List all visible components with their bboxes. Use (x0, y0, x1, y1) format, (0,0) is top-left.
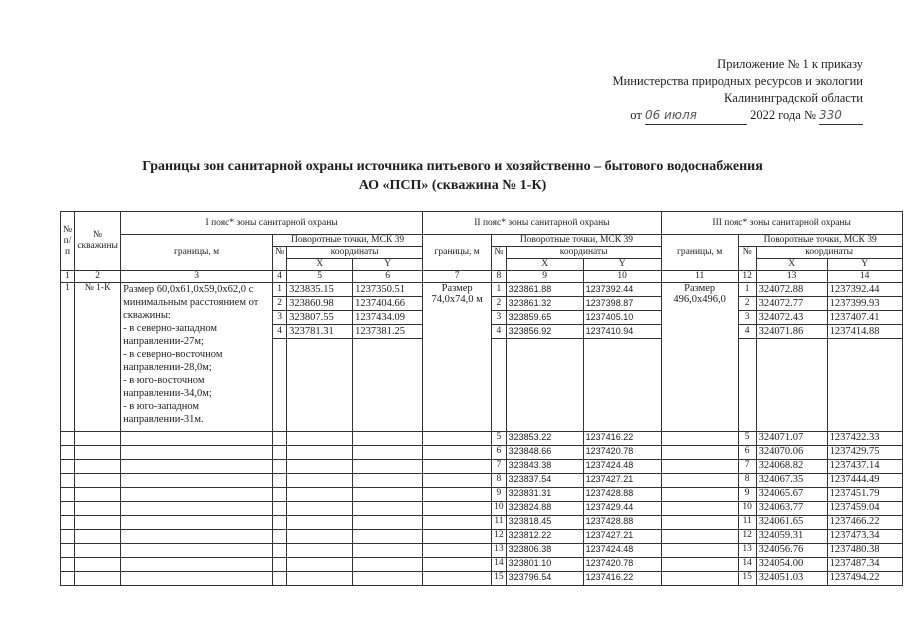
empty-cell (423, 544, 492, 558)
zone2-point-y: 1237420.78 (583, 558, 661, 572)
empty-cell (353, 488, 423, 502)
empty-cell (273, 516, 287, 530)
zone3-point-y: 1237414.88 (828, 325, 902, 339)
zone3-points-y-col (827, 283, 902, 432)
year-text: 2022 года № (750, 108, 816, 122)
zone1-point-x: 323835.15 (287, 283, 352, 297)
zone2-point-n: 3 (492, 311, 506, 325)
zone3-point-n: 2 (739, 297, 756, 311)
zone3-point-no: 11 (738, 516, 756, 530)
zone2-point-y: 1237429.44 (583, 502, 661, 516)
zone2-point-y: 1237410.94 (584, 325, 661, 339)
handwritten-date: 06 июля (645, 107, 747, 125)
zone2-point-y: 1237424.48 (583, 544, 661, 558)
table-row (61, 572, 903, 586)
zone2-point-x: 323818.45 (506, 516, 583, 530)
zone2-point-y: 1237427.21 (583, 530, 661, 544)
column-number-cell: 3 (121, 271, 273, 283)
column-number-cell: 7 (423, 271, 492, 283)
empty-cell (661, 530, 738, 544)
zone1-header: I пояс* зоны санитарной охраны (121, 212, 423, 235)
empty-cell (61, 544, 75, 558)
zone3-coords-header: координаты (756, 247, 902, 259)
zone3-point-x: 324068.82 (756, 460, 827, 474)
empty-cell (75, 544, 121, 558)
zone2-point-x: 323801.10 (506, 558, 583, 572)
zone2-header: II пояс* зоны санитарной охраны (423, 212, 662, 235)
zone2-point-x: 323853.22 (506, 432, 583, 446)
empty-cell (75, 460, 121, 474)
zone3-point-y: 1237392.44 (828, 283, 902, 297)
empty-cell (75, 432, 121, 446)
table-row (61, 558, 903, 572)
zone3-point-no: 12 (738, 530, 756, 544)
header-line-1: Приложение № 1 к приказу (717, 57, 863, 71)
zone2-point-no: 6 (492, 446, 507, 460)
empty-cell (353, 544, 423, 558)
zone2-point-y: 1237392.44 (584, 283, 661, 297)
empty-cell (75, 558, 121, 572)
empty-cell (661, 572, 738, 586)
empty-cell (287, 530, 353, 544)
table-row (61, 446, 903, 460)
table-row (61, 544, 903, 558)
zone2-point-x: 323848.66 (506, 446, 583, 460)
zone1-coords-header: координаты (287, 247, 423, 259)
empty-cell (121, 432, 273, 446)
zone2-points-n-col (492, 283, 507, 432)
zone1-point-n: 2 (273, 297, 286, 311)
empty-cell (353, 460, 423, 474)
column-number-cell: 6 (353, 271, 423, 283)
column-number-cell: 11 (661, 271, 738, 283)
zone3-point-y: 1237480.38 (827, 544, 902, 558)
column-number-cell: 12 (738, 271, 756, 283)
zone3-point-x: 324067.35 (756, 474, 827, 488)
well-row (61, 283, 903, 432)
empty-cell (661, 502, 738, 516)
empty-cell (61, 516, 75, 530)
zone2-point-no: 15 (492, 572, 507, 586)
empty-cell (661, 446, 738, 460)
empty-cell (287, 502, 353, 516)
empty-cell (273, 544, 287, 558)
zone3-point-x: 324071.07 (756, 432, 827, 446)
empty-cell (287, 572, 353, 586)
zone1-description: Размер 60,0х61,0х59,0х62,0 с минимальным расстоянием от скважины: - в северно-западном направлении-27м; - в северно-восточном направлении-28,0м; - в юго-восточном направлении-34,0м; - в юго-западном направлении-31м. (121, 283, 273, 432)
col-well-header: № скважины (75, 212, 121, 271)
title-line-2: АО «ПСП» (скважина № 1-К) (358, 178, 547, 193)
zone2-point-x: 323861.88 (507, 283, 583, 297)
empty-cell (661, 516, 738, 530)
zone3-point-y: 1237429.75 (827, 446, 902, 460)
zone2-point-x: 323843.38 (506, 460, 583, 474)
zone1-point-x: 323781.31 (287, 325, 352, 339)
zone2-point-x: 323859.65 (507, 311, 583, 325)
empty-cell (353, 558, 423, 572)
zone3-point-y: 1237407.41 (828, 311, 902, 325)
empty-cell (353, 446, 423, 460)
zone2-point-no: 14 (492, 558, 507, 572)
empty-cell (273, 460, 287, 474)
zone1-points-x-col (287, 283, 353, 432)
empty-cell (423, 446, 492, 460)
zone3-point-no: 9 (738, 488, 756, 502)
zone3-point-x: 324051.03 (756, 572, 827, 586)
zone1-point-n: 3 (273, 311, 286, 325)
title-line-1: Границы зон санитарной охраны источника питьевого и хозяйственно – бытового водоснабжения (142, 159, 763, 174)
zone3-point-y: 1237399.93 (828, 297, 902, 311)
empty-cell (287, 460, 353, 474)
zone2-points-x-col (506, 283, 583, 432)
zone3-point-y: 1237487.34 (827, 558, 902, 572)
table-row (61, 432, 903, 446)
zone3-point-y: 1237437.14 (827, 460, 902, 474)
zone2-point-y: 1237428.88 (583, 516, 661, 530)
empty-cell (61, 572, 75, 586)
document-title (0, 157, 905, 195)
empty-cell (61, 488, 75, 502)
empty-cell (661, 558, 738, 572)
zone3-point-no: 14 (738, 558, 756, 572)
empty-cell (121, 530, 273, 544)
zone3-point-no: 15 (738, 572, 756, 586)
empty-cell (121, 460, 273, 474)
zone1-y-header: Y (353, 259, 423, 271)
zone3-point-n: 1 (739, 283, 756, 297)
document-header (612, 56, 863, 125)
empty-cell (61, 460, 75, 474)
zone3-point-x: 324061.65 (756, 516, 827, 530)
zone3-point-y: 1237444.49 (827, 474, 902, 488)
zone3-point-x: 324070.06 (756, 446, 827, 460)
zone1-points-y-col (353, 283, 423, 432)
table-row (61, 516, 903, 530)
well-number: № 1-К (75, 283, 121, 432)
zone1-point-y: 1237350.51 (353, 283, 422, 297)
zone1-point-x: 323807.55 (287, 311, 352, 325)
zone2-point-n: 1 (492, 283, 506, 297)
zone2-point-x: 323812.22 (506, 530, 583, 544)
empty-cell (273, 502, 287, 516)
zone2-point-y: 1237427.21 (583, 474, 661, 488)
empty-cell (423, 572, 492, 586)
empty-cell (287, 432, 353, 446)
empty-cell (353, 572, 423, 586)
zone2-point-no: 5 (492, 432, 507, 446)
zone3-point-n: 4 (739, 325, 756, 339)
column-number-cell: 10 (583, 271, 661, 283)
empty-cell (121, 516, 273, 530)
column-number-cell: 1 (61, 271, 75, 283)
zone2-point-x: 323861.32 (507, 297, 583, 311)
zone2-point-y: 1237416.22 (583, 432, 661, 446)
date-prefix: от (630, 108, 642, 122)
empty-cell (423, 432, 492, 446)
zone3-point-x: 324065.67 (756, 488, 827, 502)
empty-cell (75, 446, 121, 460)
empty-cell (121, 446, 273, 460)
row-number: 1 (61, 283, 75, 432)
empty-cell (61, 558, 75, 572)
zone2-point-x: 323806.38 (506, 544, 583, 558)
empty-cell (423, 460, 492, 474)
zone3-point-y: 1237473.34 (827, 530, 902, 544)
zone3-point-x: 324054.00 (756, 558, 827, 572)
zone3-point-x: 324072.88 (757, 283, 827, 297)
empty-cell (121, 488, 273, 502)
zone3-point-x: 324071.86 (757, 325, 827, 339)
column-numbers-row (61, 271, 903, 283)
column-number-cell: 2 (75, 271, 121, 283)
zone1-borders-header: границы, м (121, 235, 273, 271)
zone1-points-n-col (273, 283, 287, 432)
zone2-point-x: 323824.88 (506, 502, 583, 516)
zone1-points-header: Поворотные точки, МСК 39 (273, 235, 423, 247)
zone2-point-no: 10 (492, 502, 507, 516)
zone3-point-n: 3 (739, 311, 756, 325)
header-line-2: Министерства природных ресурсов и экологии (612, 74, 863, 88)
zone1-point-x: 323860.98 (287, 297, 352, 311)
header-line-3: Калининградской области (724, 91, 863, 105)
zone2-point-no: 7 (492, 460, 507, 474)
header-date-line (612, 107, 863, 125)
zone1-point-y: 1237404.66 (353, 297, 422, 311)
zone3-point-y: 1237451.79 (827, 488, 902, 502)
zone3-point-x: 324072.77 (757, 297, 827, 311)
empty-cell (121, 544, 273, 558)
empty-cell (423, 558, 492, 572)
empty-cell (661, 460, 738, 474)
zones-table-wrap (60, 211, 903, 586)
zone3-point-x: 324072.43 (757, 311, 827, 325)
zone3-points-x-col (756, 283, 827, 432)
empty-cell (121, 558, 273, 572)
empty-cell (353, 530, 423, 544)
zone3-y-header: Y (827, 259, 902, 271)
empty-cell (61, 432, 75, 446)
empty-cell (287, 558, 353, 572)
column-number-cell: 9 (506, 271, 583, 283)
zone1-x-header: X (287, 259, 353, 271)
zone2-description: Размер 74,0х74,0 м (423, 283, 492, 432)
zone2-point-no: 9 (492, 488, 507, 502)
zone2-points-y-col (583, 283, 661, 432)
zone1-point-n: 4 (273, 325, 286, 339)
zone3-point-x: 324059.31 (756, 530, 827, 544)
zone1-point-y: 1237434.09 (353, 311, 422, 325)
zones-table (60, 211, 903, 586)
column-number-cell: 13 (756, 271, 827, 283)
empty-cell (423, 488, 492, 502)
zone2-point-no: 12 (492, 530, 507, 544)
empty-cell (121, 572, 273, 586)
zone3-borders-header: границы, м (661, 235, 738, 271)
empty-cell (273, 530, 287, 544)
zone3-description: Размер 496,0х496,0 (661, 283, 738, 432)
zone2-point-x: 323856.92 (507, 325, 583, 339)
column-number-cell: 5 (287, 271, 353, 283)
empty-cell (353, 432, 423, 446)
empty-cell (273, 488, 287, 502)
empty-cell (75, 530, 121, 544)
zone3-points-header: Поворотные точки, МСК 39 (738, 235, 902, 247)
empty-cell (353, 516, 423, 530)
zone2-point-y: 1237420.78 (583, 446, 661, 460)
empty-cell (287, 446, 353, 460)
handwritten-number: 330 (819, 107, 863, 125)
zone3-point-x: 324056.76 (756, 544, 827, 558)
zone1-point-y: 1237381.25 (353, 325, 422, 339)
table-row (61, 488, 903, 502)
empty-cell (423, 516, 492, 530)
empty-cell (423, 502, 492, 516)
column-number-cell: 4 (273, 271, 287, 283)
zone2-point-no: 8 (492, 474, 507, 488)
zone3-point-y: 1237494.22 (827, 572, 902, 586)
empty-cell (287, 544, 353, 558)
zone2-point-y: 1237398.87 (584, 297, 661, 311)
column-number-cell: 14 (827, 271, 902, 283)
zone2-point-no: 11 (492, 516, 507, 530)
empty-cell (661, 432, 738, 446)
zone3-point-no: 8 (738, 474, 756, 488)
empty-cell (61, 474, 75, 488)
empty-cell (353, 502, 423, 516)
empty-cell (273, 572, 287, 586)
table-row (61, 474, 903, 488)
empty-cell (423, 474, 492, 488)
empty-cell (287, 516, 353, 530)
table-row (61, 530, 903, 544)
empty-cell (661, 474, 738, 488)
empty-cell (273, 558, 287, 572)
empty-cell (423, 530, 492, 544)
table-row (61, 460, 903, 474)
zone2-x-header: X (506, 259, 583, 271)
empty-cell (121, 474, 273, 488)
empty-cell (273, 446, 287, 460)
zone2-point-no: 13 (492, 544, 507, 558)
zone3-point-x: 324063.77 (756, 502, 827, 516)
empty-cell (661, 544, 738, 558)
zone3-point-no-header: № (738, 247, 756, 271)
zone3-point-y: 1237459.04 (827, 502, 902, 516)
empty-cell (75, 474, 121, 488)
zone3-point-y: 1237466.22 (827, 516, 902, 530)
empty-cell (121, 502, 273, 516)
col-number-header: № п/п (61, 212, 75, 271)
zone3-x-header: X (756, 259, 827, 271)
zone2-point-n: 2 (492, 297, 506, 311)
empty-cell (61, 530, 75, 544)
zone3-points-n-col (738, 283, 756, 432)
table-row (61, 502, 903, 516)
zone3-point-no: 6 (738, 446, 756, 460)
empty-cell (287, 474, 353, 488)
zone2-point-y: 1237416.22 (583, 572, 661, 586)
zone2-borders-header: границы, м (423, 235, 492, 271)
zone2-point-n: 4 (492, 325, 506, 339)
zone2-points-header: Поворотные точки, МСК 39 (492, 235, 662, 247)
zone2-point-y: 1237405.10 (584, 311, 661, 325)
empty-cell (75, 516, 121, 530)
empty-cell (287, 488, 353, 502)
empty-cell (273, 474, 287, 488)
zone3-point-y: 1237422.33 (827, 432, 902, 446)
zone2-point-no-header: № (492, 247, 507, 271)
zone3-point-no: 10 (738, 502, 756, 516)
zone2-y-header: Y (583, 259, 661, 271)
zone3-point-no: 7 (738, 460, 756, 474)
empty-cell (75, 488, 121, 502)
zone2-coords-header: координаты (506, 247, 661, 259)
empty-cell (61, 446, 75, 460)
column-number-cell: 8 (492, 271, 507, 283)
empty-cell (661, 488, 738, 502)
zone2-point-y: 1237428.88 (583, 488, 661, 502)
zone2-point-x: 323796.54 (506, 572, 583, 586)
zone3-header: III пояс* зоны санитарной охраны (661, 212, 902, 235)
empty-cell (75, 572, 121, 586)
zone1-point-n: 1 (273, 283, 286, 297)
zone3-point-no: 5 (738, 432, 756, 446)
empty-cell (353, 474, 423, 488)
zone1-point-no-header: № (273, 247, 287, 271)
empty-cell (75, 502, 121, 516)
zone2-point-x: 323831.31 (506, 488, 583, 502)
empty-cell (61, 502, 75, 516)
zone2-point-x: 323837.54 (506, 474, 583, 488)
empty-cell (273, 432, 287, 446)
zone3-point-no: 13 (738, 544, 756, 558)
zone2-point-y: 1237424.48 (583, 460, 661, 474)
